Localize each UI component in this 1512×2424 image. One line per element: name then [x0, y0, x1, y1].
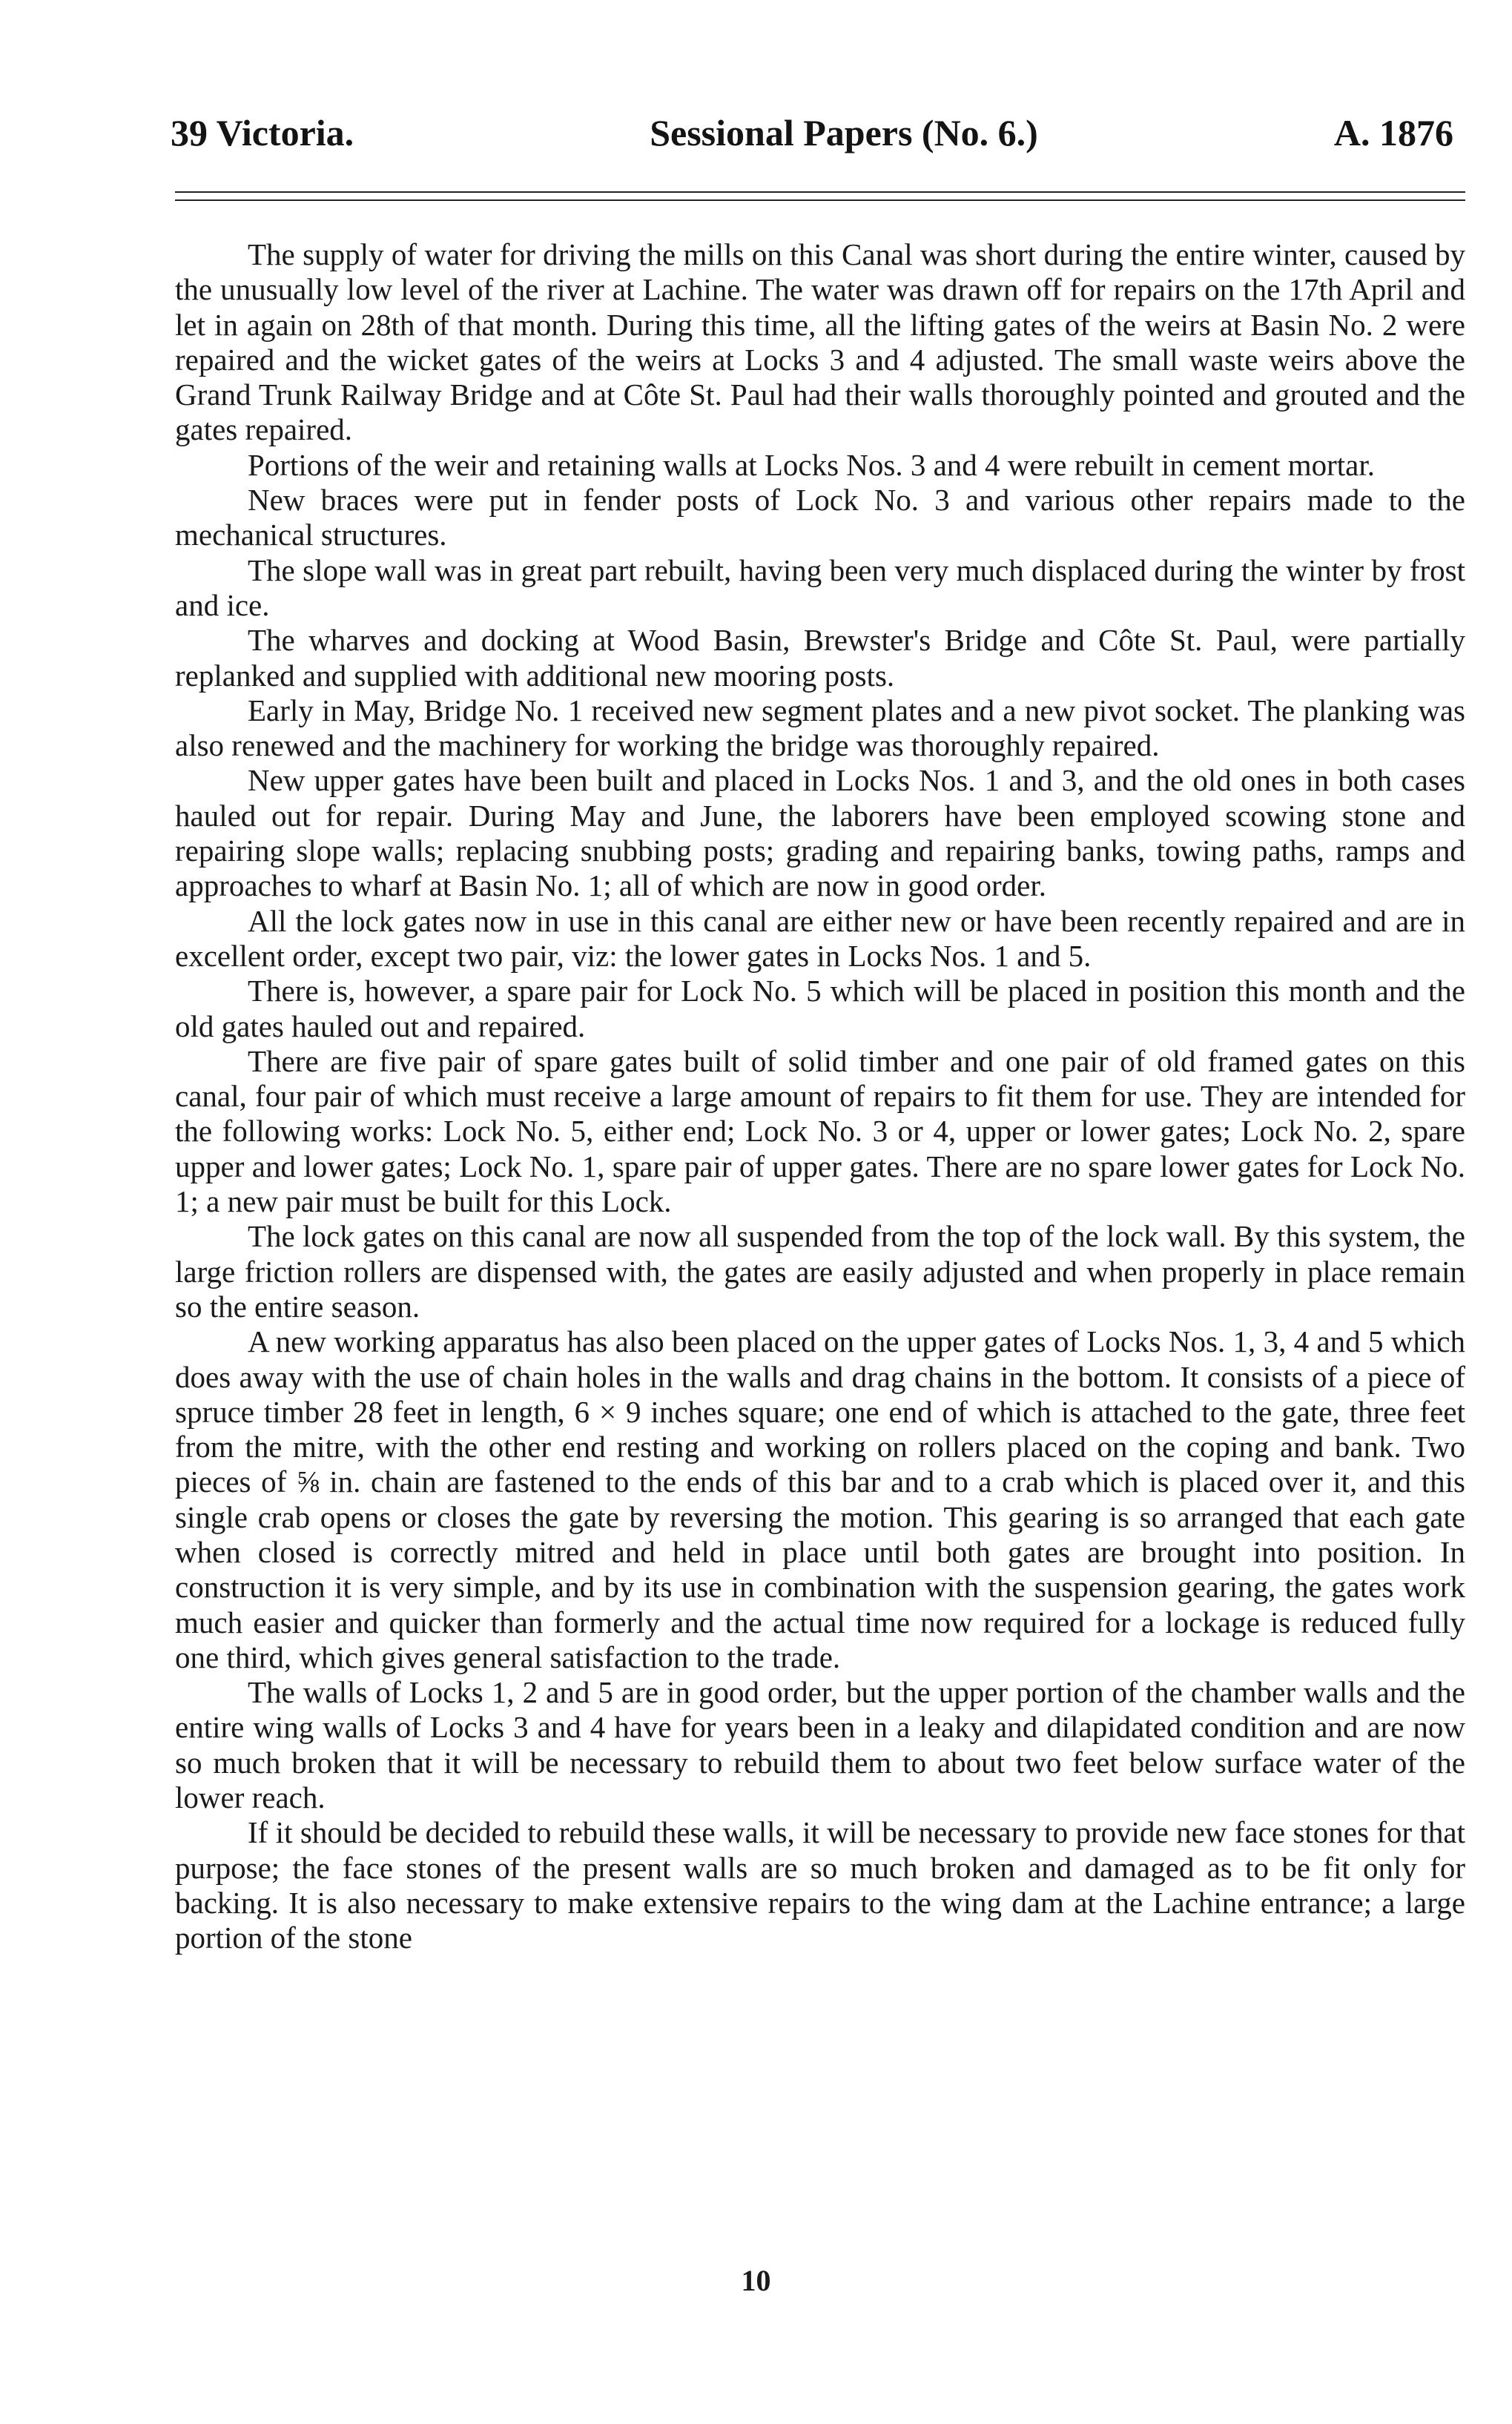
paragraph: There is, however, a spare pair for Lock No. 5 which will be placed in position this month and the old gates hauled out and repaired.	[175, 974, 1465, 1043]
paragraph: All the lock gates now in use in this canal are either new or have been recently repaired and are in excellent order, except two pair, viz: the lower gates in Locks Nos. 1 and 5.	[175, 903, 1465, 973]
paragraph: There are five pair of spare gates built of solid timber and one pair of old framed gates on this canal, four pair of which must receive a large amount of repairs to fit them for use. They are intended for the following works: Lock No. 5, either end; Lock No. 3 or 4, upper or lower gates; Lock No. 2, spare upper and lower gates; Lock No. 1, spare pair of upper gates. There are no spare lower gates for Lock No. 1; a new pair must be built for this Lock.	[175, 1043, 1465, 1219]
header-title: Sessional Papers (No. 6.)	[650, 112, 1038, 153]
header-volume: 39 Victoria.	[171, 112, 354, 153]
paragraph: New braces were put in fender posts of Lock No. 3 and various other repairs made to the mechanical structures.	[175, 483, 1465, 552]
paragraph: If it should be decided to rebuild these walls, it will be necessary to provide new face stones for that purpose; the face stones of the present walls are so much broken and damaged as to be fit only for backing. It is also necessary to make extensive repairs to the wing dam at the Lachine entrance; a large portion of the stone	[175, 1815, 1465, 1955]
paragraph: Portions of the weir and retaining walls at Locks Nos. 3 and 4 were rebuilt in cement mortar.	[248, 447, 1376, 482]
paragraph: A new working apparatus has also been placed on the upper gates of Locks Nos. 1, 3, 4 and 5 which does away with the use of chain holes in the walls and drag chains in the bottom. It consists of a piece of spruce timber 28 feet in length, 6 × 9 inches square; one end of which is attached to the gate, three feet from the mitre, with the other end resting and working on rollers placed on the coping and bank. Two pieces of ⅝ in. chain are fastened to the ends of this bar and to a crab which is placed over it, and this single crab opens or closes the gate by reversing the motion. This gearing is so arranged that each gate when closed is correctly mitred and held in place until both gates are brought into position. In construction it is very simple, and by its use in combination with the suspension gearing, the gates work much easier and quicker than formerly and the actual time now required for a lockage is reduced fully one third, which gives general satisfaction to the trade.	[175, 1324, 1465, 1674]
header-year: A. 1876	[1333, 112, 1453, 153]
paragraph: The slope wall was in great part rebuilt, having been very much displaced during the winter by frost and ice.	[175, 552, 1465, 622]
paragraph: Early in May, Bridge No. 1 received new segment plates and a new pivot socket. The planking was also renewed and the machinery for working the bridge was thoroughly repaired.	[175, 693, 1465, 763]
paragraph: The wharves and docking at Wood Basin, Brewster's Bridge and Côte St. Paul, were partially replanked and supplied with additional new mooring posts.	[175, 623, 1465, 693]
body-text	[175, 237, 1465, 1956]
paragraph: The walls of Locks 1, 2 and 5 are in good order, but the upper portion of the chamber walls and the entire wing walls of Locks 3 and 4 have for years been in a leaky and dilapidated condition and are now so much broken that it will be necessary to rebuild them to about two feet below surface water of the lower reach.	[175, 1675, 1465, 1815]
page-number: 10	[741, 2264, 771, 2297]
running-header	[171, 111, 1453, 163]
paragraph: The supply of water for driving the mills on this Canal was short during the entire winter, caused by the unusually low level of the river at Lachine. The water was drawn off for repairs on the 17th April and let in again on 28th of that month. During this time, all the lifting gates of the weirs at Basin No. 2 were repaired and the wicket gates of the weirs at Locks 3 and 4 adjusted. The small waste weirs above the Grand Trunk Railway Bridge and at Côte St. Paul had their walls thoroughly pointed and grouted and the gates repaired.	[175, 237, 1465, 447]
header-rule	[175, 191, 1465, 201]
paragraph: The lock gates on this canal are now all suspended from the top of the lock wall. By this system, the large friction rollers are dispensed with, the gates are easily adjusted and when properly in place remain so the entire season.	[175, 1219, 1465, 1324]
paragraph: New upper gates have been built and placed in Locks Nos. 1 and 3, and the old ones in both cases hauled out for repair. During May and June, the laborers have been employed scowing stone and repairing slope walls; replacing snubbing posts; grading and repairing banks, towing paths, ramps and approaches to wharf at Basin No. 1; all of which are now in good order.	[175, 763, 1465, 903]
